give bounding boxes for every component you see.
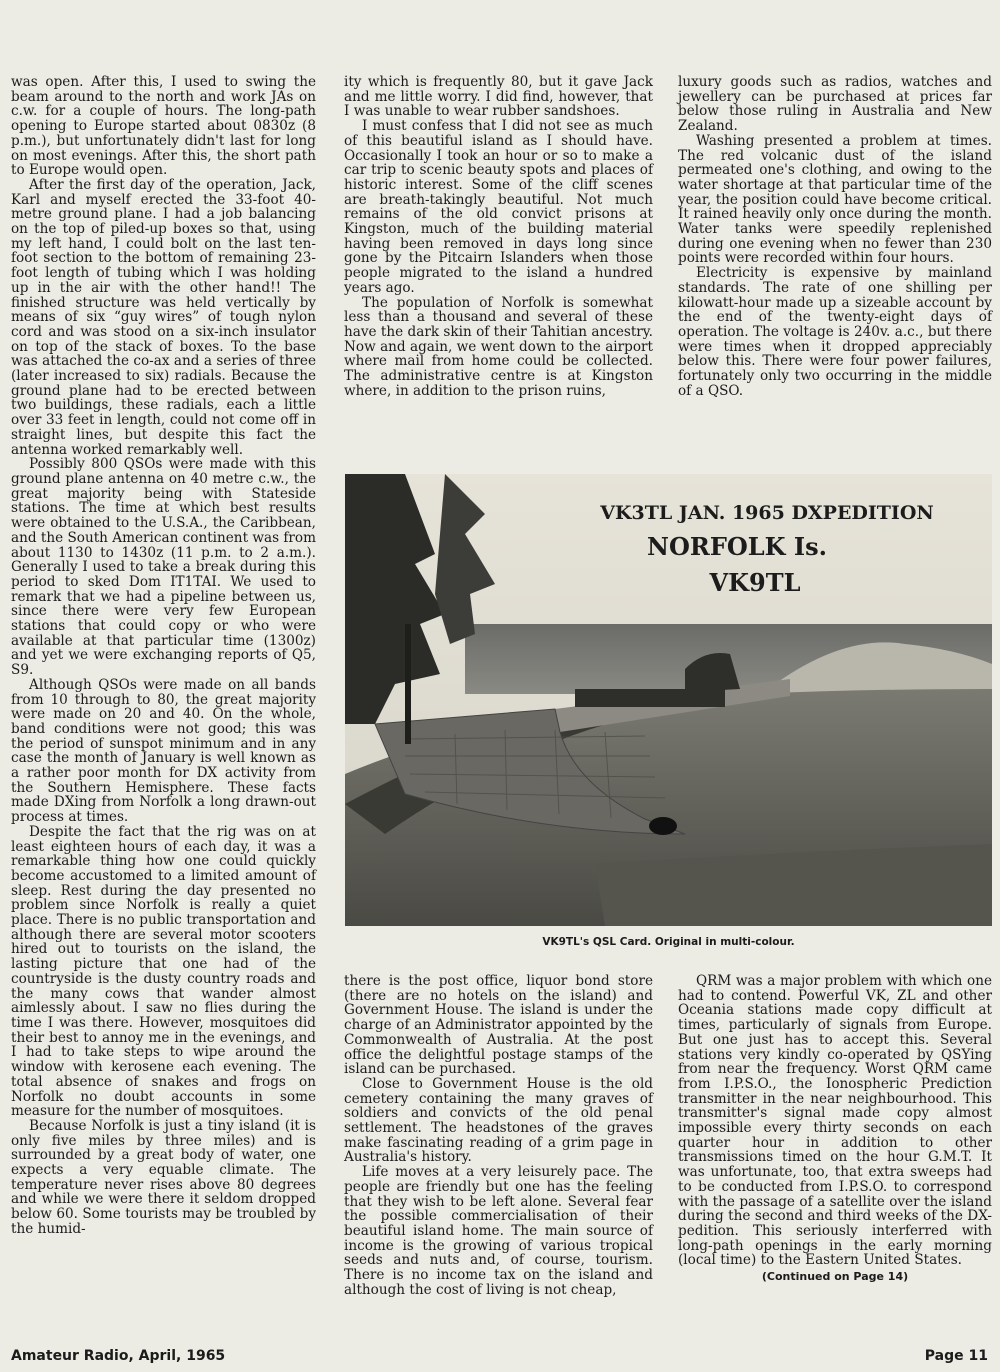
- article-column-2-top: [344, 75, 653, 398]
- page-number: Page 11: [924, 1348, 988, 1364]
- paragraph: there is the post office, liquor bond store (there are no hotels on the island) and Government House. The island is under the charge of an Administrator appointed by the Commonwealth of Australia. At the post office the delightful postage stamps of the island can be purchased.: [344, 973, 653, 1078]
- paragraph: was open. After this, I used to swing the beam around to the north and work JAs on c.w. for a couple of hours. The long-path opening to Europe started about 0830z (8 p.m.), but unfortunately didn't last for long on most evenings. After this, the short path to Europe would open.: [11, 74, 316, 179]
- article-column-2-bottom: [344, 974, 653, 1297]
- qsl-callsign-line: VK9TL: [709, 568, 801, 597]
- qsl-card-illustration: [345, 474, 992, 926]
- paragraph: Life moves at a very leisurely pace. The people are friendly but one has the feeling that they wish to be left alone. Several fear the possible commercialisation of their beautiful island home. The main source of income is the growing of various tropical seeds and nuts and, of course, tourism. There is no income tax on the island and although the cost of living is not cheap,: [344, 1164, 653, 1298]
- qsl-card-photo: [345, 474, 992, 926]
- article-column-1: [11, 75, 316, 1237]
- qsl-location-line: NORFOLK Is.: [647, 532, 827, 561]
- paragraph: QRM was a major problem with which one had to contend. Powerful VK, ZL and other Oceania stations made copy difficult at times, particularly of signals from Europe. But one just has to accept this. Several stations very kindly co-operated by QSYing from near the frequency. Worst QRM came from I.P.S.O., the Ionospheric Prediction transmitter in the near neighbourhood. This transmitter's signal made copy almost impossible every thirty seconds on each quarter hour in addition to other transmissions timed on the hour G.M.T. It was unfortunate, too, that extra sweeps had to be conducted from I.P.S.O. to correspond with the passage of a satellite over the island during the second and third weeks of the DX-pedition. This seriously interferred with long-path openings in the early morning (local time) to the Eastern United States.: [678, 973, 992, 1269]
- paragraph: Electricity is expensive by mainland standards. The rate of one shilling per kilowatt-hour made up a sizeable account by the end of the twenty-eight days of operation. The voltage is 240v. a.c., but there were times when it dropped appreciably below this. There were four power failures, fortunately only two occurring in the middle of a QSO.: [678, 265, 992, 399]
- photo-caption: VK9TL's QSL Card. Original in multi-colour.: [542, 936, 795, 948]
- paragraph: The population of Norfolk is somewhat less than a thousand and several of these have the dark skin of their Tahitian ancestry. Now and again, we went down to the airport where mail from home could be collected. The administrative centre is at Kingston where, in addition to the prison ruins,: [344, 294, 653, 399]
- paragraph: luxury goods such as radios, watches and jewellery can be purchased at prices far below those ruling in Australia and New Zealand.: [678, 74, 992, 135]
- paragraph: Possibly 800 QSOs were made with this ground plane antenna on 40 metre c.w., the great majority being with Stateside stations. The time at which best results were obtained to the U.S.A., the Caribbean, and the South American continent was from about 1130 to 1430z (11 p.m. to 2 a.m.). Generally I used to take a break during this period to sked Dom IT1TAI. We used to remark that we had a pipeline between us, since there were very few European stations that could copy or who were available at that particular time (1300z) and yet we were exchanging reports of Q5, S9.: [11, 456, 316, 679]
- paragraph: After the first day of the operation, Jack, Karl and myself erected the 33-foot 40-metre ground plane. I had a job balancing on the top of piled-up boxes so that, using my left hand, I could bolt on the last ten-foot section to the bottom of remaining 23-foot length of tubing which I was holding up in the air with the other hand!! The finished structure was held vertically by means of six “guy wires” of tough nylon cord and was stood on a six-inch insulator on top of the stack of boxes. To the base was attached the co-ax and a series of three (later increased to six) radials. Because the ground plane had to be erected between two buildings, these radials, each a little over 33 feet in length, could not come off in straight lines, but despite this fact the antenna worked remarkably well.: [11, 176, 316, 458]
- paragraph: I must confess that I did not see as much of this beautiful island as I should have. Occasionally I took an hour or so to make a car trip to scenic beauty spots and places of historic interest. Some of the cliff scenes are breath-takingly beautiful. Not much remains of the old convict prisons at Kingston, much of the building material having been removed in days long since gone by the Pitcairn Islanders when those people migrated to the island a hundred years ago.: [344, 118, 653, 296]
- continued-note: (Continued on Page 14): [761, 1270, 909, 1284]
- paragraph: Although QSOs were made on all bands from 10 through to 80, the great majority were made on 20 and 40. On the whole, band conditions were not good; this was the period of sunspot minimum and in any case the month of January is well known as a rather poor month for DX activity from the Southern Hemisphere. These facts made DXing from Norfolk a long drawn-out process at times.: [11, 676, 316, 826]
- article-column-3-bottom: [678, 974, 992, 1285]
- paragraph: Despite the fact that the rig was on at least eighteen hours of each day, it was a remarkable thing how one could quickly become accustomed to a limited amount of sleep. Rest during the day presented no problem since Norfolk is really a quiet place. There is no public transportation and although there are several motor scooters hired out to tourists on the island, the lasting picture that one had of the countryside is the dusty country roads and the many cows that wander almost aimlessly about. I saw no flies during the time I was there. However, mosquitoes did their best to annoy me in the evenings, and I had to take steps to wipe around the window with kerosene each evening. The total absence of snakes and frogs on Norfolk no doubt accounts in some measure for the number of mosquitoes.: [11, 823, 316, 1120]
- article-column-3-top: [678, 75, 992, 398]
- qsl-title-line: VK3TL JAN. 1965 DXPEDITION: [600, 502, 934, 524]
- paragraph: Close to Government House is the old cemetery containing the many graves of soldiers and convicts of the old penal settlement. The headstones of the graves make fascinating reading of a grim page in Australia's history.: [344, 1075, 653, 1166]
- paragraph: ity which is frequently 80, but it gave Jack and me little worry. I did find, however, that I was unable to wear rubber sandshoes.: [344, 74, 653, 120]
- paragraph: Because Norfolk is just a tiny island (it is only five miles by three miles) and is surrounded by a great body of water, one expects a very equable climate. The temperature never rises above 80 degrees and while we were there it seldom dropped below 60. Some tourists may be troubled by the humid-: [11, 1117, 316, 1237]
- publication-footer: Amateur Radio, April, 1965: [11, 1348, 226, 1364]
- paragraph: Washing presented a problem at times. The red volcanic dust of the island permeated one's clothing, and owing to the water shortage at that particular time of the year, the position could have become critical. It rained heavily only once during the month. Water tanks were speedily replenished during one evening when no fewer than 230 points were recorded within four hours.: [678, 132, 992, 267]
